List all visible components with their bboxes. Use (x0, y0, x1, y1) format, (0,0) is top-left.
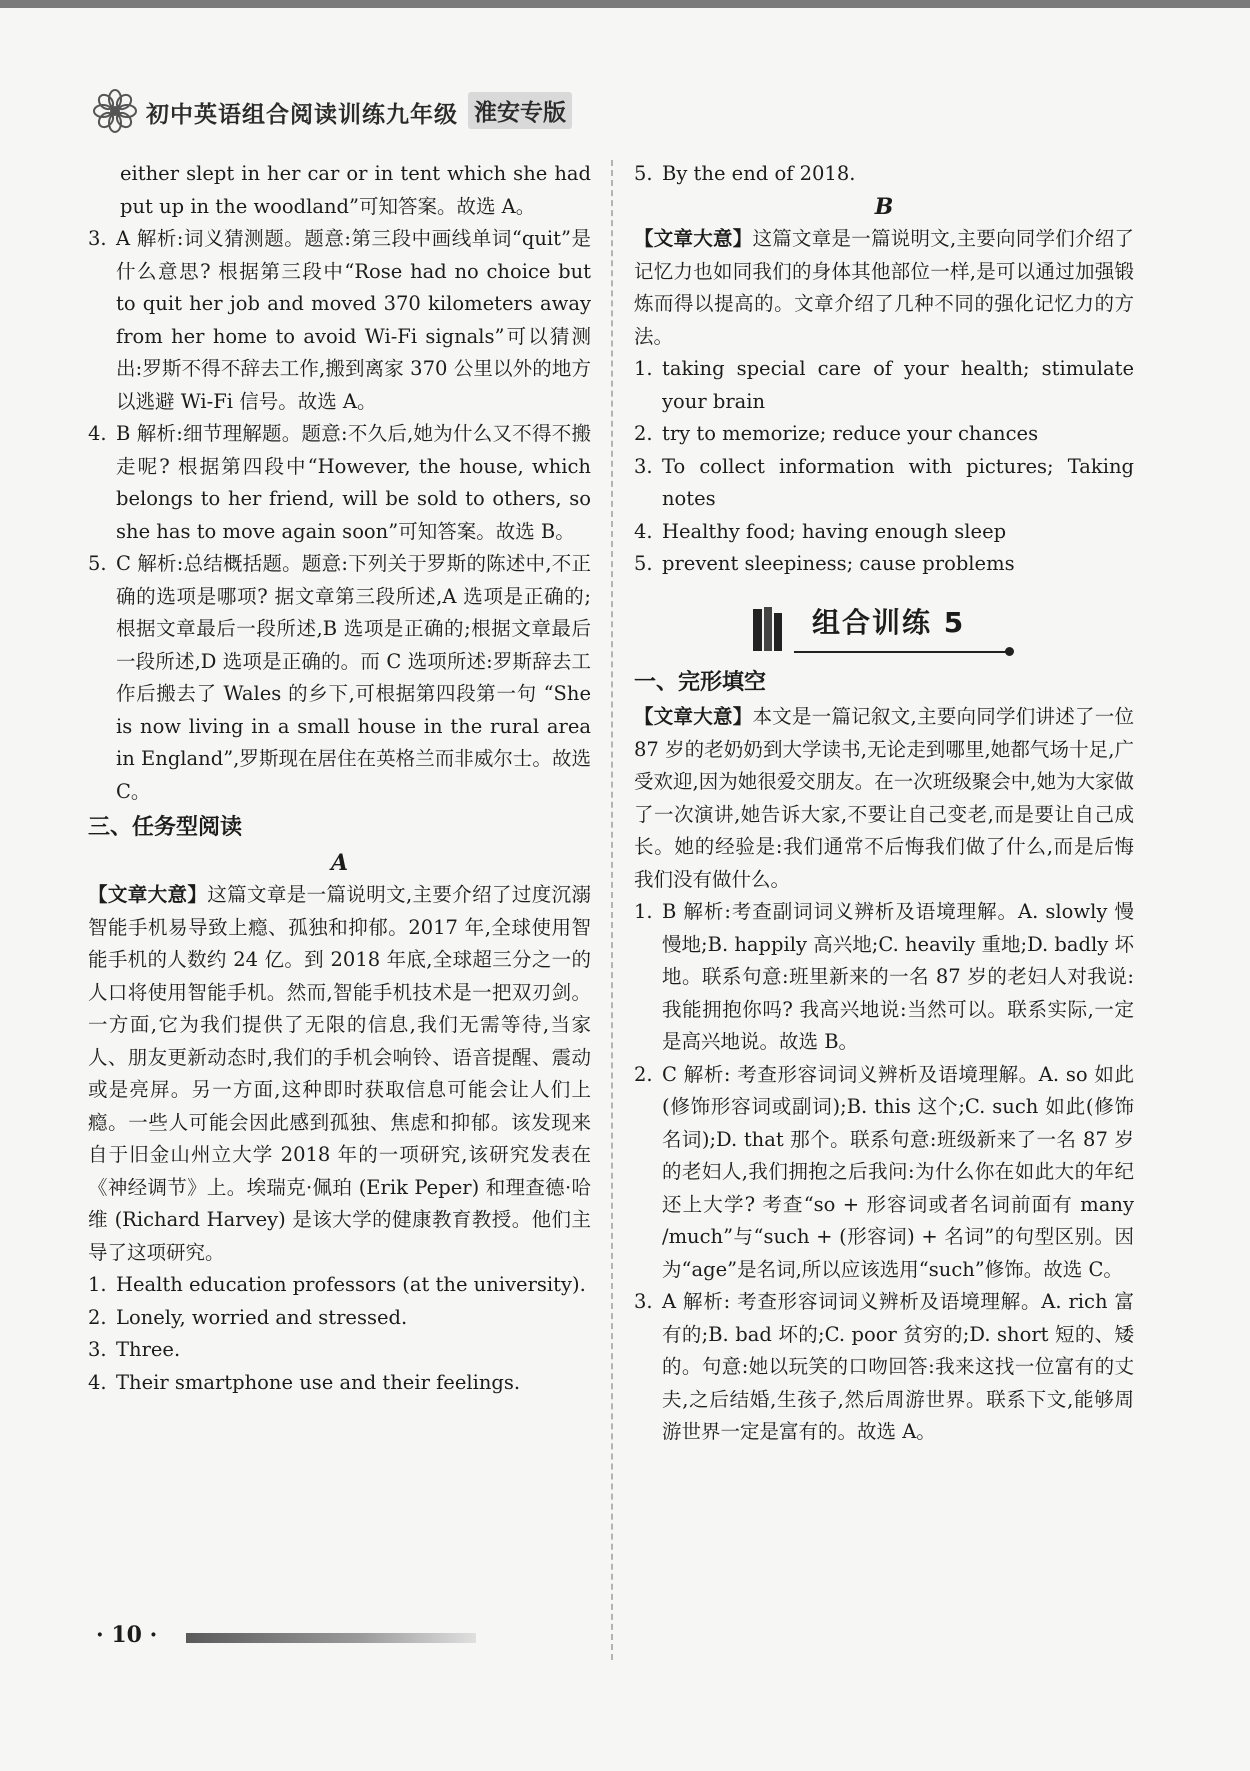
scan-top-edge (0, 0, 1250, 8)
answer-item (88, 1334, 591, 1367)
book-title: 初中英语组合阅读训练九年级 (146, 102, 458, 128)
summary-tag: 【文章大意】 (634, 227, 753, 250)
answer-item (634, 158, 1134, 191)
answer-item (634, 451, 1134, 516)
item-number: 4. (88, 1370, 107, 1394)
item-text: C 解析:总结概括题。题意:下列关于罗斯的陈述中,不正确的选项是哪项? 据文章第三段所述,A 选项是正确的;根据文章最后一段所述,B 选项是正确的;根据文章最后一段所述,D 选项是正确的。而 C 选项所述:罗斯辞去工作后搬去了 Wales 的乡下,可根据第四段第一句 “She is now living in a small house in the rural area in England”,罗斯现在居住在英格兰而非威尔士。故选 C。 (116, 552, 591, 803)
item-number: 2. (634, 422, 653, 445)
answer-item (634, 1059, 1134, 1287)
column-divider (611, 160, 613, 1660)
item-number: 5. (634, 552, 653, 575)
item-number: 2. (634, 1062, 653, 1086)
item-number: 3. (634, 454, 653, 478)
item-text: C 解析: 考查形容词词义辨析及语境理解。A. so 如此 (修饰形容词或副词);B. this 这个;C. such 如此(修饰名词);D. that 那个。联系句意:班级新来了一名 87 岁的老妇人,我们拥抱之后我问:为什么你在如此大的年纪还上大学? 考查“so + 形容词或者名词前面有 many /much”与“such + (形容词) + 名词”的句型区别。因为“age”是名词,所以应该选用“such”修饰。故选 C。 (662, 1062, 1134, 1281)
summary-text: 这篇文章是一篇说明文,主要向同学们介绍了记忆力也如同我们的身体其他部位一样,是可以通过加强锻炼而得以提高的。文章介绍了几种不同的强化记忆力的方法。 (634, 227, 1134, 348)
item-number: 3. (88, 1338, 107, 1361)
banner-underline (794, 651, 1009, 653)
item-number: 3. (88, 227, 107, 250)
flower-logo-icon (92, 88, 138, 134)
item-text: B 解析:考查副词词义辨析及语境理解。A. slowly 慢慢地;B. happily 高兴地;C. heavily 重地;D. badly 坏地。联系句意:班里新来的一名 87 岁的老妇人对我说:我能拥抱你吗? 我高兴地说:当然可以。联系实际,一定是高兴地说。故选 B。 (662, 900, 1134, 1053)
subsection-a-heading: A (330, 849, 349, 876)
item-number: 5. (634, 162, 653, 185)
item-number: 3. (634, 1290, 653, 1313)
item-number: 4. (88, 422, 107, 445)
item-text: By the end of 2018. (662, 162, 856, 185)
answer-item (88, 1367, 591, 1400)
item-text: A 解析: 考查形容词词义辨析及语境理解。A. rich 富有的;B. bad 坏的;C. poor 贫穷的;D. short 短的、矮的。句意:她以玩笑的口吻回答:我来这找一位富有的丈夫,之后结婚,生孩子,然后周游世界。联系下文,能够周游世界一定是富有的。故选 A。 (662, 1290, 1134, 1443)
answer-item (634, 1286, 1134, 1449)
continued-text: either slept in her car or in tent which she had put up in the woodland”可知答案。故选 A。 (120, 162, 591, 218)
answer-item (88, 418, 591, 548)
item-number: 5. (88, 552, 107, 575)
item-text: prevent sleepiness; cause problems (662, 552, 1015, 575)
item-number: 1. (88, 1273, 107, 1296)
page-number: · 10 · (96, 1622, 158, 1648)
answer-item (88, 223, 591, 418)
item-number: 1. (634, 900, 653, 923)
item-text: try to memorize; reduce your chances (662, 422, 1039, 445)
book-stack-icon (752, 605, 784, 653)
item-text: B 解析:细节理解题。题意:不久后,她为什么又不得不搬走呢? 根据第四段中“However, the house, which belongs to her friend, will be sold to others, so she has to move again soon”可知答案。故选 B。 (116, 422, 591, 543)
answer-item (634, 896, 1134, 1059)
answer-item (634, 516, 1134, 549)
banner-dot (1005, 647, 1014, 656)
summary-text: 这篇文章是一篇说明文,主要介绍了过度沉溺智能手机易导致上瘾、孤独和抑郁。2017 年,全球使用智能手机的人数约 24 亿。到 2018 年底,全球超三分之一的人口将使用智能手机。然而,智能手机技术是一把双刃剑。一方面,它为我们提供了无限的信息,我们无需等待,当家人、朋友更新动态时,我们的手机会响铃、语音提醒、震动或是亮屏。另一方面,这种即时获取信息可能会让人们上瘾。一些人可能会因此感到孤独、焦虑和抑郁。该发现来自于旧金山州立大学 2018 年的一项研究,该研究发表在《神经调节》上。埃瑞克·佩珀 (Erik Peper) 和理查德·哈维 (Richard Harvey) 是该大学的健康教育教授。他们主导了这项研究。 (88, 883, 591, 1264)
right-column (634, 158, 1134, 1449)
left-column (88, 158, 591, 1399)
item-text: Their smartphone use and their feelings. (116, 1370, 521, 1394)
edition-badge: 淮安专版 (468, 92, 572, 129)
unit-banner (634, 599, 1134, 661)
item-text: Healthy food; having enough sleep (662, 519, 1007, 543)
summary-tag: 【文章大意】 (634, 705, 753, 728)
section-heading: 一、完形填空 (634, 669, 767, 695)
item-number: 2. (88, 1305, 107, 1329)
summary-text: 本文是一篇记叙文,主要向同学们讲述了一位 87 岁的老奶奶到大学读书,无论走到哪里,她都气场十足,广受欢迎,因为她很爱交朋友。在一次班级聚会中,她为大家做了一次演讲,她告诉大家,不要让自己变老,而是要让自己成长。她的经验是:我们通常不后悔我们做了什么,而是后悔我们没有做什么。 (634, 705, 1134, 891)
footer-gradient-bar (186, 1633, 476, 1643)
summary-paragraph (634, 701, 1134, 896)
subsection-b-heading: B (874, 193, 894, 220)
item-text: taking special care of your health; stimulate your brain (662, 357, 1134, 413)
section-heading: 三、任务型阅读 (88, 815, 243, 840)
item-number: 4. (634, 519, 653, 543)
running-header (92, 88, 612, 134)
answer-item (88, 1269, 591, 1302)
answer-item (634, 548, 1134, 581)
item-text: Health education professors (at the university). (116, 1273, 586, 1296)
item-text: To collect information with pictures; Taking notes (662, 454, 1134, 510)
answer-item (634, 418, 1134, 451)
answer-item (634, 353, 1134, 418)
item-text: A 解析:词义猜测题。题意:第三段中画线单词“quit”是什么意思? 根据第三段中“Rose had no choice but to quit her job and moved 370 kilometers away from her home to avoid Wi-Fi signals”可以猜测出:罗斯不得不辞去工作,搬到离家 370 公里以外的地方以逃避 Wi-Fi 信号。故选 A。 (116, 227, 591, 413)
item-text: Lonely, worried and stressed. (116, 1305, 408, 1329)
summary-paragraph (88, 879, 591, 1269)
answer-item (88, 1302, 591, 1335)
item-text: Three. (116, 1338, 181, 1361)
item-number: 1. (634, 357, 653, 380)
summary-paragraph (634, 223, 1134, 353)
summary-tag: 【文章大意】 (88, 883, 208, 906)
answer-item (88, 548, 591, 808)
unit-title: 组合训练 5 (812, 605, 966, 639)
